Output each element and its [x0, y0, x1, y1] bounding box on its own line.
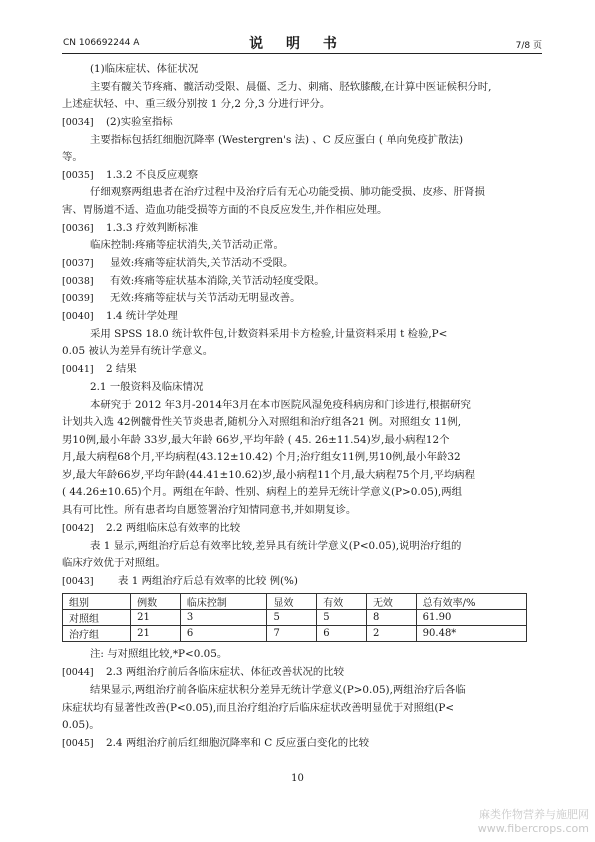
paragraph-line: ( 44.26±10.65)个月。两组在年龄、性别、病程上的差异无统计学意义(P>0.05),两组 [62, 486, 463, 498]
section-heading: 2.3 两组治疗前后各临床症状、体征改善状况的比较 [106, 666, 345, 678]
paragraph-line: 具有可比性。所有患者均自愿签署治疗知情同意书,并如期复诊。 [62, 504, 357, 516]
paragraph-line: 月,最大病程68个月,平均病程(43.12±10.42) 个月;治疗组女11例,男10例,最小年龄32 [62, 451, 461, 463]
section-heading: 1.3.2 不良反应观察 [106, 169, 199, 181]
publication-number: CN 106692244 A [63, 38, 140, 48]
paragraph-tag: [0042] [62, 523, 94, 534]
efficacy-table [62, 593, 527, 642]
page-reference: 7/8 页 [515, 41, 542, 51]
paragraph-line: 临床控制:疼痛等症状消失,关节活动正常。 [90, 239, 284, 251]
paragraph-line: 无效:疼痛等症状与关节活动无明显改善。 [110, 292, 301, 304]
table-cell: 2 [366, 626, 416, 642]
section-heading: (1)临床症状、体征状况 [90, 63, 199, 75]
table-header-cell: 组别 [63, 594, 131, 610]
paragraph-tag: [0040] [62, 311, 94, 322]
table-cell: 61.90 [416, 610, 526, 626]
table-note: 注: 与对照组比较,*P<0.05。 [90, 648, 228, 660]
paragraph-tag: [0037] [62, 258, 94, 269]
table-cell: 治疗组 [63, 626, 131, 642]
table-cell: 5 [317, 610, 367, 626]
table-header-cell: 无效 [366, 594, 416, 610]
table-cell: 6 [180, 626, 267, 642]
paragraph-tag: [0036] [62, 223, 94, 234]
table-cell: 7 [267, 626, 317, 642]
table-cell: 90.48* [416, 626, 526, 642]
paragraph-line: 本研究于 2012 年3月-2014年3月在本市医院风湿免疫科病房和门诊进行,根据研究 [90, 399, 471, 411]
table-header-cell: 显效 [267, 594, 317, 610]
paragraph-tag: [0041] [62, 364, 94, 375]
section-heading: 2.4 两组治疗前后红细胞沉降率和 C 反应蛋白变化的比较 [106, 737, 369, 749]
paragraph-tag: [0045] [62, 738, 94, 749]
section-heading: 2.2 两组临床总有效率的比较 [106, 522, 241, 534]
paragraph-line: 0.05)。 [62, 719, 100, 731]
paragraph-line: 计划共入选 42例髋骨性关节炎患者,随机分入对照组和治疗组各21 例。对照组女 11例, [62, 416, 462, 428]
table-header-row [63, 594, 527, 610]
paragraph-tag: [0038] [62, 276, 94, 287]
paragraph-line: 上述症状轻、中、重三级分别按 1 分,2 分,3 分进行评分。 [62, 98, 331, 110]
paragraph-line: 显效:疼痛等症状消失,关节活动不受限。 [110, 257, 294, 269]
page-number: 10 [291, 773, 304, 784]
table-header-cell: 临床控制 [180, 594, 267, 610]
paragraph-line: 等。 [62, 151, 83, 163]
table-cell: 21 [131, 610, 181, 626]
paragraph-tag: [0043] [62, 576, 94, 587]
header-divider [62, 53, 542, 54]
table-cell: 对照组 [63, 610, 131, 626]
table-cell: 6 [317, 626, 367, 642]
paragraph-line: 有效:疼痛等症状基本消除,关节活动轻度受限。 [110, 275, 325, 287]
paragraph-line: 采用 SPSS 18.0 统计软件包,计数资料采用卡方检验,计量资料采用 t 检验,P< [90, 328, 448, 340]
paragraph-line: 床症状均有显著性改善(P<0.05),而且治疗组治疗后临床症状改善明显优于对照组(P< [62, 702, 455, 714]
watermark [478, 808, 589, 836]
section-heading: 1.3.3 疗效判断标准 [106, 222, 199, 234]
document-title: 说 明 书 [249, 36, 346, 52]
table-cell: 3 [180, 610, 267, 626]
table-caption: 表 1 两组治疗后总有效率的比较 例(%) [118, 575, 298, 587]
paragraph-line: 主要指标包括红细胞沉降率 (Westergren's 法) 、C 反应蛋白 ( 单向免疫扩散法) [90, 134, 463, 146]
paragraph-tag: [0044] [62, 667, 94, 678]
paragraph-line: 男10例,最小年龄 33岁,最大年龄 66岁,平均年龄 ( 45. 26±11.54)岁,最小病程12个 [62, 434, 450, 446]
table-header-cell: 总有效率/% [416, 594, 526, 610]
section-heading: 2.1 一般资料及临床情况 [90, 381, 204, 393]
table-header-cell: 例数 [131, 594, 181, 610]
paragraph-tag: [0035] [62, 170, 94, 181]
section-heading: 1.4 统计学处理 [106, 310, 178, 322]
table-row [63, 610, 527, 626]
table-cell: 21 [131, 626, 181, 642]
paragraph-line: 结果显示,两组治疗前各临床症状积分差异无统计学意义(P>0.05),两组治疗后各临 [90, 684, 466, 696]
paragraph-line: 0.05 被认为差异有统计学意义。 [62, 345, 214, 357]
table-header-cell: 有效 [317, 594, 367, 610]
paragraph-tag: [0034] [62, 117, 94, 128]
watermark-line: 麻类作物营养与施肥网 [479, 808, 589, 821]
table-cell: 5 [267, 610, 317, 626]
paragraph-line: 主要有髋关节疼痛、髋活动受限、晨僵、乏力、刺痛、胫软膝酸,在计算中医证候积分时, [90, 81, 492, 93]
paragraph-line: 害、胃肠道不适、造血功能受损等方面的不良反应发生,并作相应处理。 [62, 204, 388, 216]
table-cell: 8 [366, 610, 416, 626]
paragraph-line: 岁,最大年龄66岁,平均年龄(44.41±10.62)岁,最小病程11个月,最大病程75个月,平均病程 [62, 469, 476, 481]
section-heading: 2 结果 [106, 363, 137, 375]
paragraph-line: 临床疗效优于对照组。 [62, 557, 166, 569]
table-row [63, 626, 527, 642]
paragraph-line: 仔细观察两组患者在治疗过程中及治疗后有无心功能受损、肺功能受损、皮疹、肝肾损 [90, 186, 485, 198]
paragraph-tag: [0039] [62, 293, 94, 304]
section-heading: (2)实验室指标 [106, 116, 173, 128]
paragraph-line: 表 1 显示,两组治疗后总有效率比较,差异具有统计学意义(P<0.05),说明治疗组的 [90, 540, 462, 552]
watermark-line: www.fibercrops.com [477, 822, 589, 835]
